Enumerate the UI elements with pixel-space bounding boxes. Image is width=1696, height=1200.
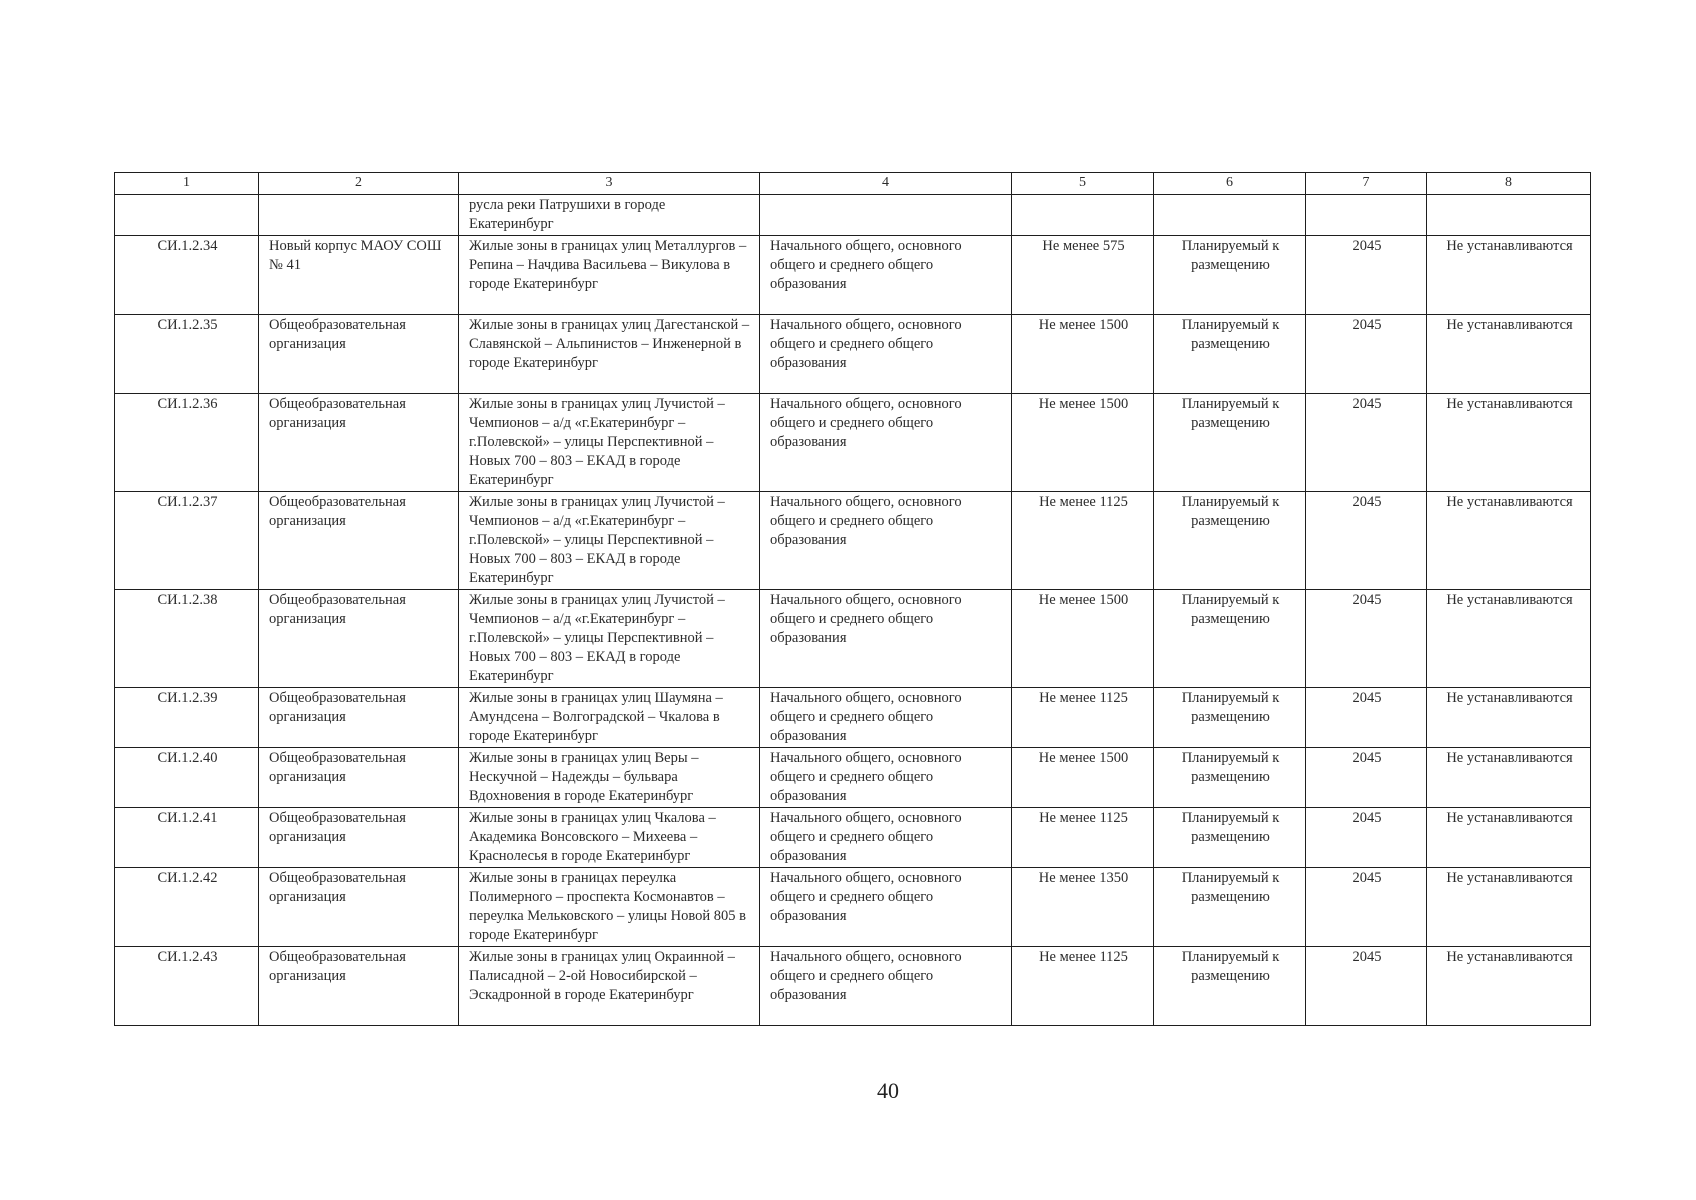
column-header: 6 xyxy=(1154,173,1306,195)
cell-id: СИ.1.2.39 xyxy=(115,688,259,748)
cell-status: Планируемый к размещению xyxy=(1154,492,1306,590)
cell-location: Жилые зоны в границах улиц Лучистой – Чемпионов – а/д «г.Екатеринбург – г.Полевской» – улицы Перспективной – Новых 700 – 803 – ЕКАД в городе Екатеринбург xyxy=(459,590,760,688)
cell-year: 2045 xyxy=(1306,394,1427,492)
cell-zones: Не устанавливаются xyxy=(1427,315,1591,394)
cell-status: Планируемый к размещению xyxy=(1154,868,1306,947)
cell-id: СИ.1.2.38 xyxy=(115,590,259,688)
cell-location: Жилые зоны в границах улиц Металлургов – Репина – Начдива Васильева – Викулова в городе Екатеринбург xyxy=(459,236,760,315)
cell-year: 2045 xyxy=(1306,808,1427,868)
cell-name: Новый корпус МАОУ СОШ № 41 xyxy=(259,236,459,315)
table-row xyxy=(115,492,1591,590)
cell-location: Жилые зоны в границах переулка Полимерного – проспекта Космонавтов – переулка Мельковского – улицы Новой 805 в городе Екатеринбург xyxy=(459,868,760,947)
table-row xyxy=(115,195,1591,236)
cell-name: Общеобразовательная организация xyxy=(259,947,459,1026)
cell-location: Жилые зоны в границах улиц Веры – Нескучной – Надежды – бульвара Вдохновения в городе Екатеринбург xyxy=(459,748,760,808)
column-header: 5 xyxy=(1012,173,1154,195)
cell-location: русла реки Патрушихи в городе Екатеринбург xyxy=(459,195,760,236)
cell-level: Начального общего, основного общего и среднего общего образования xyxy=(760,748,1012,808)
cell-id: СИ.1.2.42 xyxy=(115,868,259,947)
cell-level: Начального общего, основного общего и среднего общего образования xyxy=(760,315,1012,394)
cell-status xyxy=(1154,195,1306,236)
table-row xyxy=(115,748,1591,808)
table-row xyxy=(115,947,1591,1026)
cell-year: 2045 xyxy=(1306,590,1427,688)
table-row xyxy=(115,808,1591,868)
cell-zones: Не устанавливаются xyxy=(1427,492,1591,590)
cell-zones: Не устанавливаются xyxy=(1427,590,1591,688)
cell-zones: Не устанавливаются xyxy=(1427,394,1591,492)
cell-id: СИ.1.2.36 xyxy=(115,394,259,492)
page-number: 40 xyxy=(877,1078,899,1103)
cell-id: СИ.1.2.35 xyxy=(115,315,259,394)
table-row xyxy=(115,236,1591,315)
cell-location: Жилые зоны в границах улиц Дагестанской – Славянской – Альпинистов – Инженерной в городе Екатеринбург xyxy=(459,315,760,394)
cell-id: СИ.1.2.43 xyxy=(115,947,259,1026)
cell-capacity: Не менее 575 xyxy=(1012,236,1154,315)
cell-capacity: Не менее 1350 xyxy=(1012,868,1154,947)
cell-zones: Не устанавливаются xyxy=(1427,748,1591,808)
cell-name xyxy=(259,195,459,236)
cell-level: Начального общего, основного общего и среднего общего образования xyxy=(760,868,1012,947)
cell-year: 2045 xyxy=(1306,315,1427,394)
table-row xyxy=(115,688,1591,748)
cell-zones: Не устанавливаются xyxy=(1427,868,1591,947)
table-row xyxy=(115,868,1591,947)
cell-status: Планируемый к размещению xyxy=(1154,688,1306,748)
cell-status: Планируемый к размещению xyxy=(1154,394,1306,492)
column-header: 2 xyxy=(259,173,459,195)
table-header-row xyxy=(115,173,1591,195)
cell-status: Планируемый к размещению xyxy=(1154,947,1306,1026)
cell-status: Планируемый к размещению xyxy=(1154,590,1306,688)
cell-name: Общеобразовательная организация xyxy=(259,688,459,748)
cell-level: Начального общего, основного общего и среднего общего образования xyxy=(760,236,1012,315)
cell-year: 2045 xyxy=(1306,236,1427,315)
cell-zones: Не устанавливаются xyxy=(1427,688,1591,748)
cell-id: СИ.1.2.41 xyxy=(115,808,259,868)
table-row xyxy=(115,394,1591,492)
cell-zones: Не устанавливаются xyxy=(1427,808,1591,868)
cell-year: 2045 xyxy=(1306,748,1427,808)
cell-id: СИ.1.2.34 xyxy=(115,236,259,315)
cell-level: Начального общего, основного общего и среднего общего образования xyxy=(760,688,1012,748)
cell-level: Начального общего, основного общего и среднего общего образования xyxy=(760,808,1012,868)
table-row xyxy=(115,315,1591,394)
cell-year: 2045 xyxy=(1306,688,1427,748)
cell-year: 2045 xyxy=(1306,947,1427,1026)
cell-location: Жилые зоны в границах улиц Лучистой – Чемпионов – а/д «г.Екатеринбург – г.Полевской» – улицы Перспективной – Новых 700 – 803 – ЕКАД в городе Екатеринбург xyxy=(459,394,760,492)
cell-id: СИ.1.2.37 xyxy=(115,492,259,590)
cell-status: Планируемый к размещению xyxy=(1154,315,1306,394)
cell-name: Общеобразовательная организация xyxy=(259,590,459,688)
cell-status: Планируемый к размещению xyxy=(1154,236,1306,315)
cell-level: Начального общего, основного общего и среднего общего образования xyxy=(760,947,1012,1026)
cell-capacity: Не менее 1125 xyxy=(1012,688,1154,748)
cell-capacity: Не менее 1125 xyxy=(1012,492,1154,590)
cell-id xyxy=(115,195,259,236)
column-header: 3 xyxy=(459,173,760,195)
column-header: 1 xyxy=(115,173,259,195)
cell-status: Планируемый к размещению xyxy=(1154,808,1306,868)
cell-status: Планируемый к размещению xyxy=(1154,748,1306,808)
cell-id: СИ.1.2.40 xyxy=(115,748,259,808)
cell-capacity: Не менее 1125 xyxy=(1012,947,1154,1026)
cell-level: Начального общего, основного общего и среднего общего образования xyxy=(760,590,1012,688)
cell-location: Жилые зоны в границах улиц Шаумяна – Амундсена – Волгоградской – Чкалова в городе Екатеринбург xyxy=(459,688,760,748)
cell-year xyxy=(1306,195,1427,236)
table-row xyxy=(115,590,1591,688)
column-header: 4 xyxy=(760,173,1012,195)
column-header: 7 xyxy=(1306,173,1427,195)
cell-year: 2045 xyxy=(1306,492,1427,590)
cell-year: 2045 xyxy=(1306,868,1427,947)
cell-location: Жилые зоны в границах улиц Окраинной – Палисадной – 2-ой Новосибирской – Эскадронной в городе Екатеринбург xyxy=(459,947,760,1026)
cell-zones: Не устанавливаются xyxy=(1427,947,1591,1026)
cell-level: Начального общего, основного общего и среднего общего образования xyxy=(760,394,1012,492)
cell-name: Общеобразовательная организация xyxy=(259,808,459,868)
facilities-table xyxy=(114,172,1591,1026)
cell-location: Жилые зоны в границах улиц Чкалова – Академика Вонсовского – Михеева – Краснолесья в городе Екатеринбург xyxy=(459,808,760,868)
cell-level xyxy=(760,195,1012,236)
cell-zones xyxy=(1427,195,1591,236)
cell-capacity: Не менее 1500 xyxy=(1012,748,1154,808)
cell-capacity xyxy=(1012,195,1154,236)
cell-capacity: Не менее 1125 xyxy=(1012,808,1154,868)
cell-capacity: Не менее 1500 xyxy=(1012,394,1154,492)
cell-zones: Не устанавливаются xyxy=(1427,236,1591,315)
cell-name: Общеобразовательная организация xyxy=(259,315,459,394)
cell-level: Начального общего, основного общего и среднего общего образования xyxy=(760,492,1012,590)
cell-capacity: Не менее 1500 xyxy=(1012,315,1154,394)
cell-name: Общеобразовательная организация xyxy=(259,492,459,590)
cell-name: Общеобразовательная организация xyxy=(259,748,459,808)
cell-name: Общеобразовательная организация xyxy=(259,868,459,947)
cell-capacity: Не менее 1500 xyxy=(1012,590,1154,688)
cell-name: Общеобразовательная организация xyxy=(259,394,459,492)
cell-location: Жилые зоны в границах улиц Лучистой – Чемпионов – а/д «г.Екатеринбург – г.Полевской» – улицы Перспективной – Новых 700 – 803 – ЕКАД в городе Екатеринбург xyxy=(459,492,760,590)
column-header: 8 xyxy=(1427,173,1591,195)
